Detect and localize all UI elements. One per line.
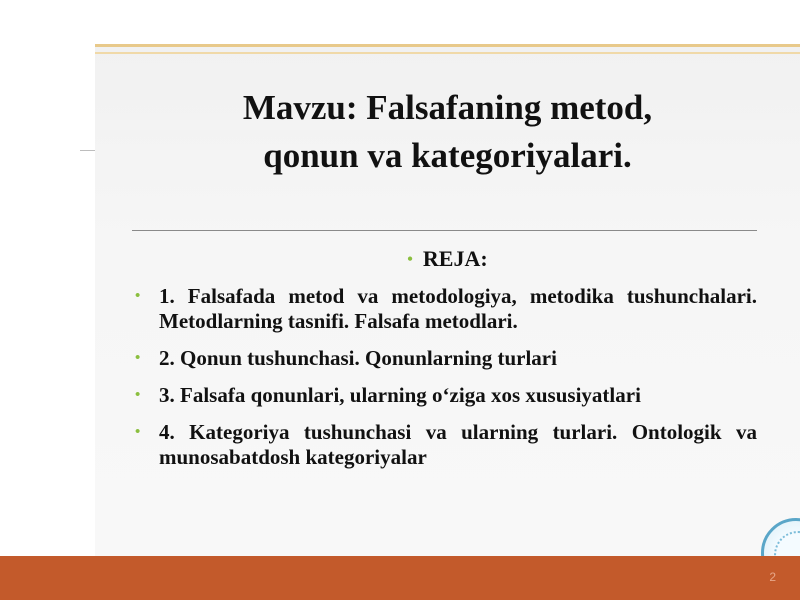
left-divider-tick: [80, 150, 96, 151]
page-number: 2: [769, 570, 776, 584]
plan-item-text: 4. Kategoriya tushunchasi va ularning turlari. Ontologik va munosabatdosh kategoriyalar: [159, 420, 757, 469]
plan-item-1: [135, 284, 757, 334]
slide-title-line-1: Mavzu: Falsafaning metod,: [242, 88, 653, 127]
plan-item-4: [135, 420, 757, 470]
plan-list: [135, 284, 757, 482]
footer-bar: [0, 556, 800, 600]
bullet-icon: •: [407, 251, 413, 268]
plan-heading: [95, 244, 800, 277]
plan-item-text: 1. Falsafada metod va metodologiya, metodika tushunchalari. Metodlarning tasnifi. Falsafa metodlari.: [159, 284, 757, 333]
plan-item-2: [135, 346, 757, 371]
plan-item-text: 3. Falsafa qonunlari, ularning o‘ziga xos xususiyatlari: [159, 383, 641, 407]
plan-item-3: [135, 383, 757, 408]
title-divider: [132, 230, 757, 231]
slide: [95, 44, 800, 556]
bullet-icon: •: [135, 288, 141, 304]
slide-top-accent-line: [95, 44, 800, 47]
university-seal-icon: [761, 518, 800, 556]
slide-title-line-2: qonun va kategoriyalari.: [263, 136, 632, 175]
plan-heading-label: REJA:: [422, 246, 488, 271]
slide-title: [95, 84, 800, 180]
bullet-icon: •: [135, 350, 141, 366]
bullet-icon: •: [135, 387, 141, 403]
slide-top-accent-line-secondary: [95, 52, 800, 54]
plan-item-text: 2. Qonun tushunchasi. Qonunlarning turlari: [159, 346, 557, 370]
bullet-icon: •: [135, 424, 141, 440]
